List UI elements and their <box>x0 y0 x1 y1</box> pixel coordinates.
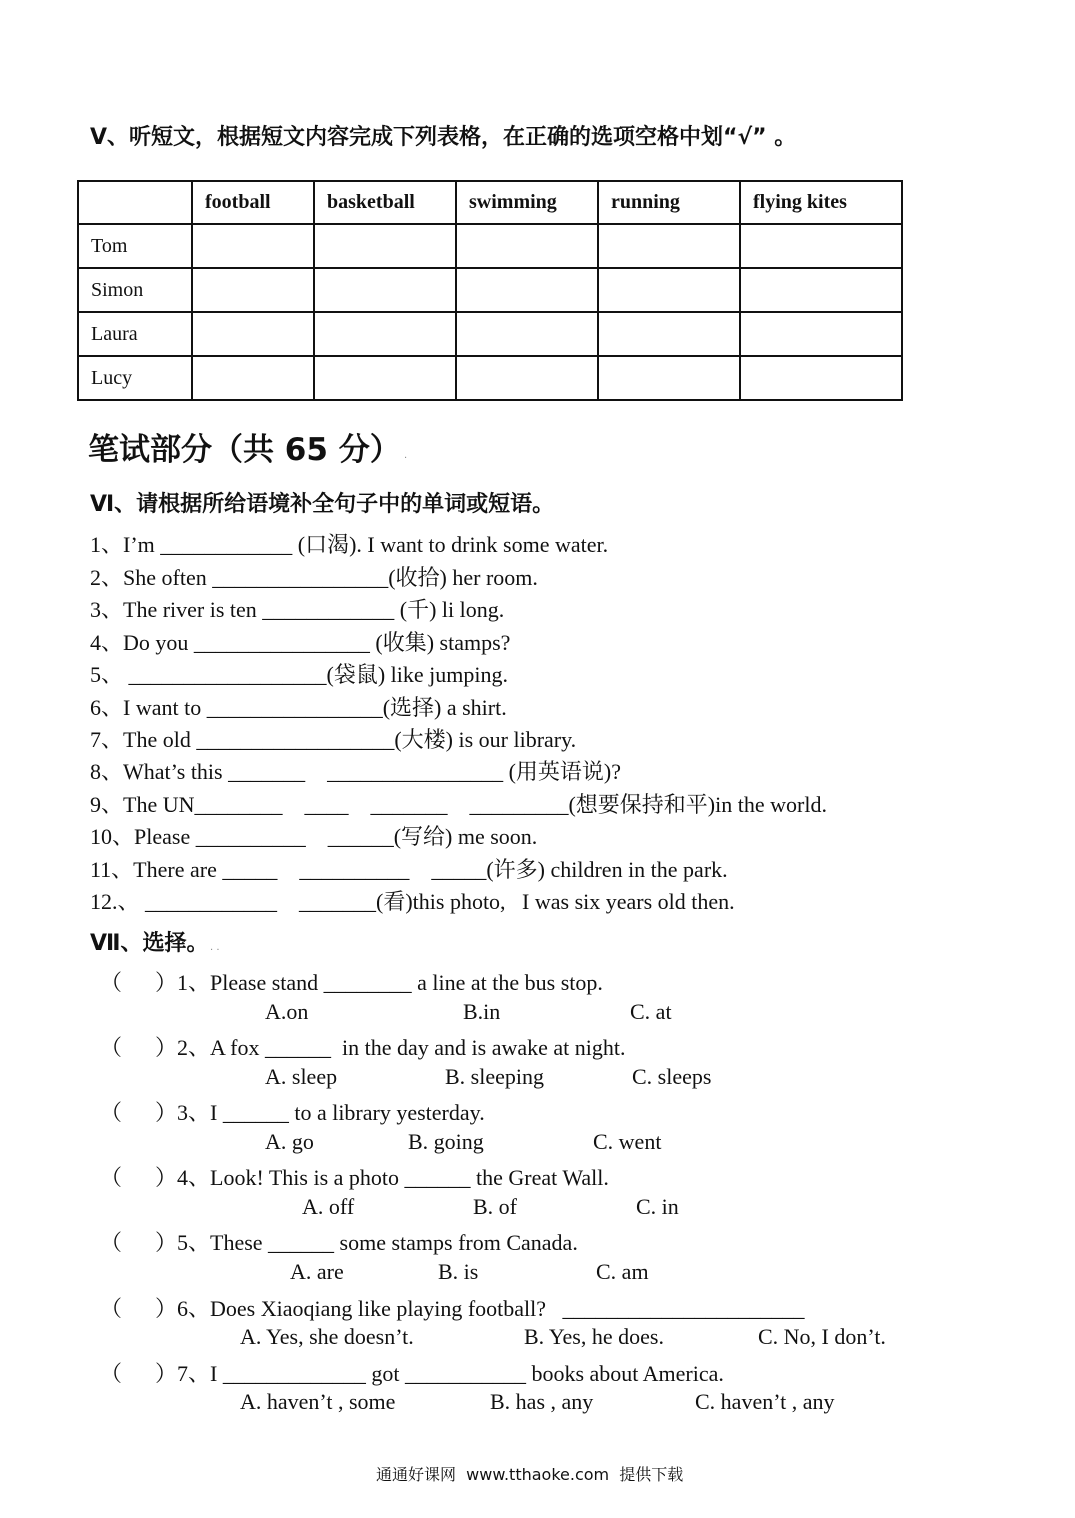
choice-question: （ ）1、Please stand ________ a line at the bus stop. <box>100 970 603 995</box>
fill-item: 10、Please __________ ______(写给) me soon. <box>90 824 538 849</box>
fill-item: 9、The UN________ ____ _______ _________(想要保持和平)in the world. <box>90 792 827 817</box>
fill-item: 4、Do you ________________ (收集) stamps? <box>90 630 511 655</box>
fill-item: 1、I’m ____________ (口渴). I want to drink some water. <box>90 532 609 557</box>
choice-question: （ ）3、I ______ to a library yesterday. <box>100 1100 485 1125</box>
table-header-cell: running <box>598 181 740 224</box>
table-header-cell: flying kites <box>740 181 902 224</box>
answer-cell[interactable] <box>456 356 598 400</box>
fill-item: 7、The old __________________(大楼) is our library. <box>90 727 577 752</box>
answer-cell[interactable] <box>740 312 902 356</box>
answer-cell[interactable] <box>314 312 456 356</box>
answer-cell[interactable] <box>192 356 314 400</box>
table-row <box>78 268 902 312</box>
answer-cell[interactable] <box>598 224 740 268</box>
choice-option[interactable]: C. haven’t , any <box>695 1389 835 1414</box>
section-5-title: Ⅴ、听短文，根据短文内容完成下列表格，在正确的选项空格中划“√” 。 <box>90 125 797 150</box>
table-header-cell <box>78 181 192 224</box>
row-name: Simon <box>78 268 192 312</box>
section-6-title: Ⅵ、请根据所给语境补全句子中的单词或短语。 <box>90 492 555 517</box>
choice-question: （ ）4、Look! This is a photo ______ the Great Wall. <box>100 1165 609 1190</box>
choice-question: （ ）5、These ______ some stamps from Canada. <box>100 1230 578 1255</box>
choice-option[interactable]: C. in <box>636 1194 679 1219</box>
answer-cell[interactable] <box>740 224 902 268</box>
choice-option[interactable]: B. going <box>408 1129 484 1154</box>
answer-cell[interactable] <box>456 312 598 356</box>
answer-cell[interactable] <box>314 268 456 312</box>
answer-cell[interactable] <box>740 268 902 312</box>
written-part-title: 笔试部分（共 65 分） <box>88 432 401 468</box>
table-header-cell: basketball <box>314 181 456 224</box>
choice-question: （ ）7、I _____________ got ___________ books about America. <box>100 1361 724 1386</box>
choice-question: （ ）2、A fox ______ in the day and is awake at night. <box>100 1035 626 1060</box>
choice-question: （ ）6、Does Xiaoqiang like playing football? ______________________ <box>100 1296 805 1321</box>
fill-item: 11、There are _____ __________ _____(许多) children in the park. <box>90 857 728 882</box>
table-header-cell: swimming <box>456 181 598 224</box>
row-name: Lucy <box>78 356 192 400</box>
choice-option[interactable]: C. at <box>630 999 672 1024</box>
answer-cell[interactable] <box>598 268 740 312</box>
choice-option[interactable]: A. off <box>302 1194 355 1219</box>
choice-option[interactable]: A. sleep <box>265 1064 338 1089</box>
answer-cell[interactable] <box>192 268 314 312</box>
answer-cell[interactable] <box>456 224 598 268</box>
choice-option[interactable]: B. is <box>438 1259 479 1284</box>
answer-cell[interactable] <box>598 312 740 356</box>
section-7-title: Ⅶ、选择。 <box>90 931 209 956</box>
choice-option[interactable]: B. sleeping <box>445 1064 544 1089</box>
table-row <box>78 312 902 356</box>
choice-option[interactable]: A.on <box>265 999 309 1024</box>
fill-item: 5、 __________________(袋鼠) like jumping. <box>90 662 508 687</box>
answer-cell[interactable] <box>456 268 598 312</box>
dot-mark: . <box>404 450 408 461</box>
answer-cell[interactable] <box>314 356 456 400</box>
choice-option[interactable]: B. of <box>473 1194 517 1219</box>
fill-item: 2、She often ________________(收拾) her room. <box>90 565 538 590</box>
table-row <box>78 356 902 400</box>
answer-cell[interactable] <box>192 312 314 356</box>
choice-option[interactable]: A. are <box>290 1259 344 1284</box>
answer-cell[interactable] <box>314 224 456 268</box>
choice-option[interactable]: A. go <box>265 1129 314 1154</box>
choice-option[interactable]: A. haven’t , some <box>240 1389 396 1414</box>
answer-cell[interactable] <box>740 356 902 400</box>
fill-item: 3、The river is ten ____________ (千) li long. <box>90 597 505 622</box>
table-row <box>78 224 902 268</box>
fill-item: 12.、 ____________ _______(看)this photo, I was six years old then. <box>90 889 735 914</box>
choice-option[interactable]: A. Yes, she doesn’t. <box>240 1324 414 1349</box>
row-name: Tom <box>78 224 192 268</box>
choice-option[interactable]: B. has , any <box>490 1389 594 1414</box>
choice-option[interactable]: C. sleeps <box>632 1064 712 1089</box>
choice-option[interactable]: C. No, I don’t. <box>758 1324 886 1349</box>
footer-credit: 通通好课网 www.tthaoke.com 提供下载 <box>376 1465 684 1484</box>
answer-cell[interactable] <box>192 224 314 268</box>
dot-mark: . . <box>210 942 220 953</box>
answer-cell[interactable] <box>598 356 740 400</box>
listening-table <box>77 180 903 401</box>
choice-option[interactable]: B.in <box>463 999 501 1024</box>
table-header-row <box>78 181 902 224</box>
fill-item: 8、What’s this _______ ________________ (用英语说)? <box>90 759 622 784</box>
choice-option[interactable]: C. am <box>596 1259 649 1284</box>
row-name: Laura <box>78 312 192 356</box>
fill-item: 6、I want to ________________(选择) a shirt. <box>90 695 507 720</box>
choice-option[interactable]: B. Yes, he does. <box>524 1324 664 1349</box>
table-header-cell: football <box>192 181 314 224</box>
choice-option[interactable]: C. went <box>593 1129 662 1154</box>
